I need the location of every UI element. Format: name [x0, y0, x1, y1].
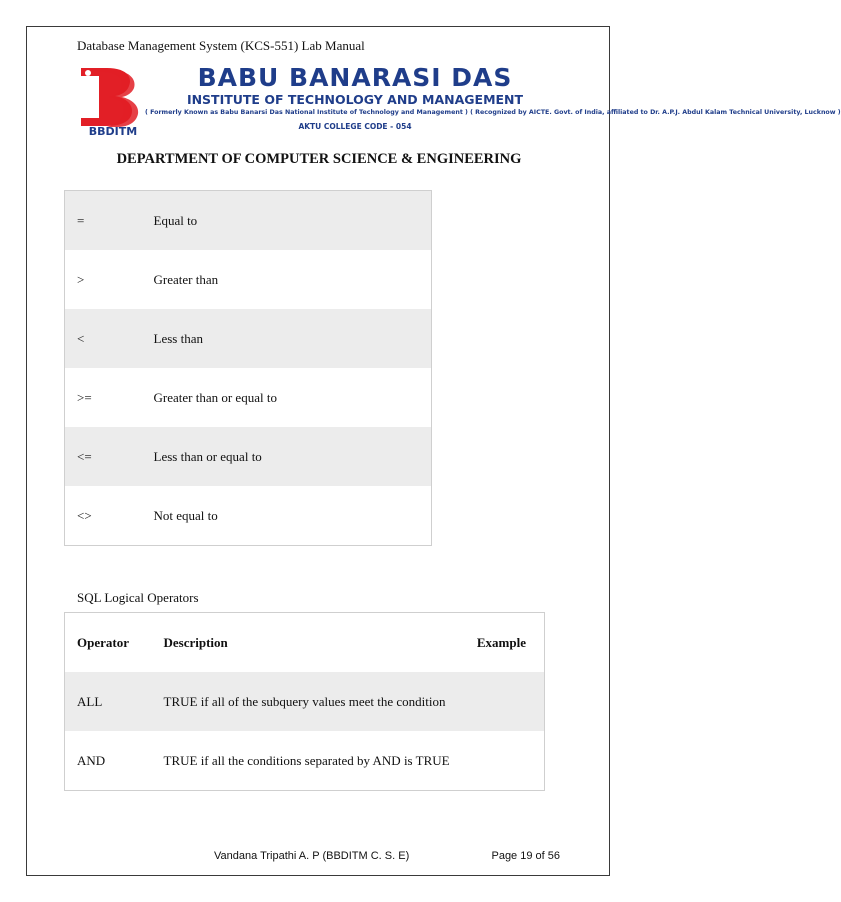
header-example: Example	[476, 634, 526, 650]
table-row	[65, 672, 545, 731]
footer-author: Vandana Tripathi A. P (BBDITM C. S. E)	[214, 850, 410, 862]
header-operator: Operator	[77, 634, 129, 650]
college-code: AKTU COLLEGE CODE - 054	[298, 122, 412, 131]
logical-description: TRUE if all of the subquery values meet the condition	[163, 693, 446, 709]
operator-symbol: <=	[77, 448, 92, 464]
department-heading: DEPARTMENT OF COMPUTER SCIENCE & ENGINEERING	[116, 151, 522, 167]
logo-text	[145, 63, 841, 136]
table-row	[65, 191, 432, 251]
table-row	[65, 486, 432, 546]
operator-meaning: Greater than or equal to	[153, 389, 277, 405]
institute-recognition: ( Formerly Known as Babu Banarsi Das National Institute of Technology and Management ) ( Recognized by AICTE. Govt. of India, affiliated to Dr. A.P.J. Abdul Kalam Technical University, Lucknow )	[145, 109, 841, 116]
operator-symbol: =	[77, 212, 85, 228]
table-row	[65, 250, 432, 309]
logical-description: TRUE if all the conditions separated by AND is TRUE	[163, 752, 450, 768]
table-row	[65, 731, 545, 791]
institute-name: BABU BANARASI DAS	[197, 63, 513, 92]
logical-example	[472, 731, 545, 791]
footer-page-number: Page 19 of 56	[491, 850, 560, 862]
operator-symbol: >	[77, 271, 85, 287]
header-title: Database Management System (KCS-551) Lab Manual	[77, 38, 365, 53]
bbditm-emblem-icon	[77, 64, 149, 136]
logical-operators-heading: SQL Logical Operators	[77, 590, 199, 605]
logical-operator: ALL	[77, 693, 103, 709]
comparison-operators-table	[64, 190, 432, 546]
operator-meaning: Equal to	[153, 212, 198, 228]
logical-operator: AND	[77, 752, 106, 768]
table-header-row	[65, 613, 545, 673]
logical-example	[472, 672, 545, 731]
table-row	[65, 309, 432, 368]
institute-subtitle: INSTITUTE OF TECHNOLOGY AND MANAGEMENT	[186, 92, 524, 107]
institute-logo	[77, 63, 841, 138]
table-row	[65, 368, 432, 427]
operator-meaning: Greater than	[153, 271, 219, 287]
logical-operators-table	[64, 612, 545, 791]
operator-meaning: Less than	[153, 330, 203, 346]
operator-symbol: <>	[77, 507, 92, 523]
operator-meaning: Not equal to	[153, 507, 218, 523]
logo-abbr: BBDITM	[88, 125, 138, 138]
table-row	[65, 427, 432, 486]
operator-meaning: Less than or equal to	[153, 448, 262, 464]
header-description: Description	[163, 634, 228, 650]
operator-symbol: >=	[77, 389, 92, 405]
operator-symbol: <	[77, 330, 85, 346]
